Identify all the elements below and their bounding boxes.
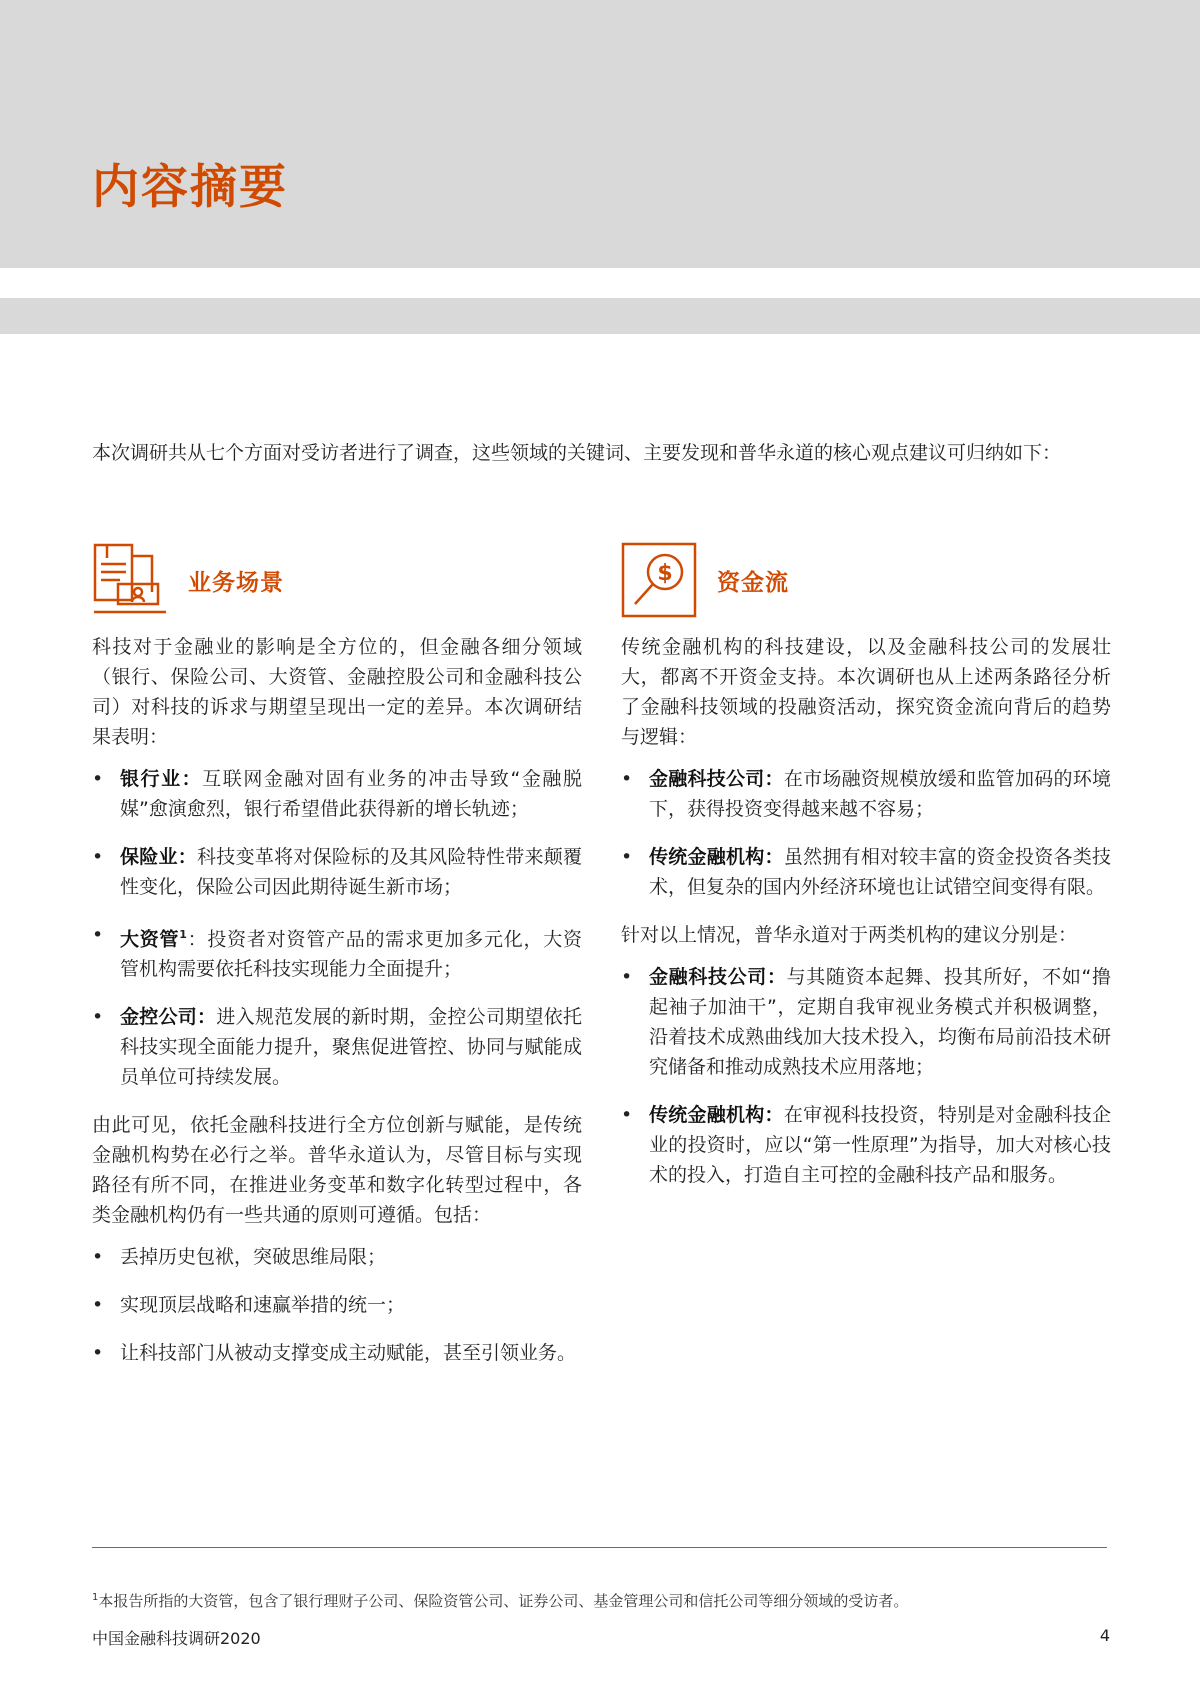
money-flow-heading: 资金流	[717, 569, 789, 596]
footnote-marker: 1	[92, 1592, 99, 1603]
list-item	[621, 962, 1111, 1082]
bullet-term: 传统金融机构：	[649, 846, 784, 868]
money-flow-recommendations	[621, 962, 1111, 1190]
list-item	[92, 842, 582, 902]
list-item: • 让科技部门从被动支撑变成主动赋能，甚至引领业务。	[92, 1338, 582, 1368]
footnote-text: 本报告所指的大资管，包含了银行理财子公司、保险资管公司、证券公司、基金管理公司和信托公司等细分领域的受访者。	[98, 1592, 909, 1610]
bullet-text: 在市场融资规模放缓和监管加码的环境下，获得投资变得越来越不容易；	[649, 768, 1111, 820]
business-scenario-icon	[92, 542, 168, 618]
business-scenario-heading: 业务场景	[188, 569, 284, 596]
header-stripe	[0, 298, 1200, 334]
footnote-divider	[92, 1547, 1107, 1548]
bullet-term: 保险业：	[120, 846, 198, 868]
intro-paragraph: 本次调研共从七个方面对受访者进行了调查，这些领域的关键词、主要发现和普华永道的核心观点建议可归纳如下：	[92, 442, 1062, 464]
list-item	[92, 920, 582, 984]
footnote-ref[interactable]: 1	[179, 928, 187, 941]
business-scenario-findings	[92, 764, 582, 1092]
business-scenario-header	[92, 542, 582, 618]
bullet-term: 金控公司：	[120, 1006, 217, 1029]
business-scenario-conclusion: 由此可见，依托金融科技进行全方位创新与赋能，是传统金融机构势在必行之举。普华永道认为，尽管目标与实现路径有所不同，在推进业务变革和数字化转型过程中，各类金融机构仍有一些共通的原则可遵循。包括：	[92, 1114, 582, 1227]
list-item	[621, 1100, 1111, 1190]
header-band	[0, 0, 1200, 268]
money-flow-header	[621, 542, 1111, 618]
money-flow-icon	[621, 542, 697, 618]
money-flow-recommendation-intro: 针对以上情况，普华永道对于两类机构的建议分别是：	[621, 924, 1078, 946]
list-item: • 实现顶层战略和速赢举措的统一；	[92, 1290, 582, 1320]
page-title: 内容摘要	[92, 160, 288, 215]
bullet-term: 金融科技公司：	[649, 966, 787, 988]
page-number: 4	[1099, 1626, 1110, 1645]
report-name: 中国金融科技调研2020	[92, 1629, 261, 1648]
bullet-term: 银行业：	[120, 768, 203, 790]
svg-text:$: $	[657, 561, 673, 586]
bullet-text: 虽然拥有相对较丰富的资金投资各类技术，但复杂的国内外经济环境也让试错空间变得有限。	[649, 846, 1111, 898]
list-item	[92, 1002, 582, 1092]
bullet-term: 金融科技公司：	[649, 768, 784, 790]
bullet-text: 科技变革将对保险标的及其风险特性带来颠覆性变化，保险公司因此期待诞生新市场；	[120, 846, 582, 898]
bullet-text: 进入规范发展的新时期，金控公司期望依托科技实现全面能力提升，聚焦促进管控、协同与赋能成员单位可持续发展。	[120, 1006, 582, 1089]
footnote	[92, 1585, 1112, 1614]
list-item	[621, 842, 1111, 902]
bullet-term: 大资管	[120, 928, 180, 951]
bullet-term: 传统金融机构：	[649, 1104, 784, 1126]
business-scenario-intro: 科技对于金融业的影响是全方位的，但金融各细分领域（银行、保险公司、大资管、金融控股公司和金融科技公司）对科技的诉求与期望呈现出一定的差异。本次调研结果表明：	[92, 636, 582, 748]
list-item	[92, 764, 582, 824]
bullet-text: 与其随资本起舞、投其所好，不如“撸起袖子加油干”，定期自我审视业务模式并积极调整，沿着技术成熟曲线加大技术投入，均衡布局前沿技术研究储备和推动成熟技术应用落地；	[649, 966, 1111, 1078]
principles-list	[92, 1242, 582, 1368]
bullet-text: ：投资者对资管产品的需求更加多元化，大资管机构需要依托科技实现能力全面提升；	[120, 928, 582, 981]
bullet-text: 互联网金融对固有业务的冲击导致“金融脱媒”愈演愈烈，银行希望借此获得新的增长轨迹；	[120, 768, 582, 820]
money-flow-findings	[621, 764, 1111, 902]
list-item	[621, 764, 1111, 824]
business-scenario-section	[92, 542, 582, 1386]
money-flow-intro: 传统金融机构的科技建设，以及金融科技公司的发展壮大，都离不开资金支持。本次调研也从上述两条路径分析了金融科技领域的投融资活动，探究资金流向背后的趋势与逻辑：	[621, 636, 1111, 748]
list-item: • 丢掉历史包袱，突破思维局限；	[92, 1242, 582, 1272]
bullet-text: 在审视科技投资，特别是对金融科技企业的投资时，应以“第一性原理”为指导，加大对核心技术的投入，打造自主可控的金融科技产品和服务。	[649, 1104, 1111, 1186]
money-flow-section	[621, 542, 1111, 1208]
